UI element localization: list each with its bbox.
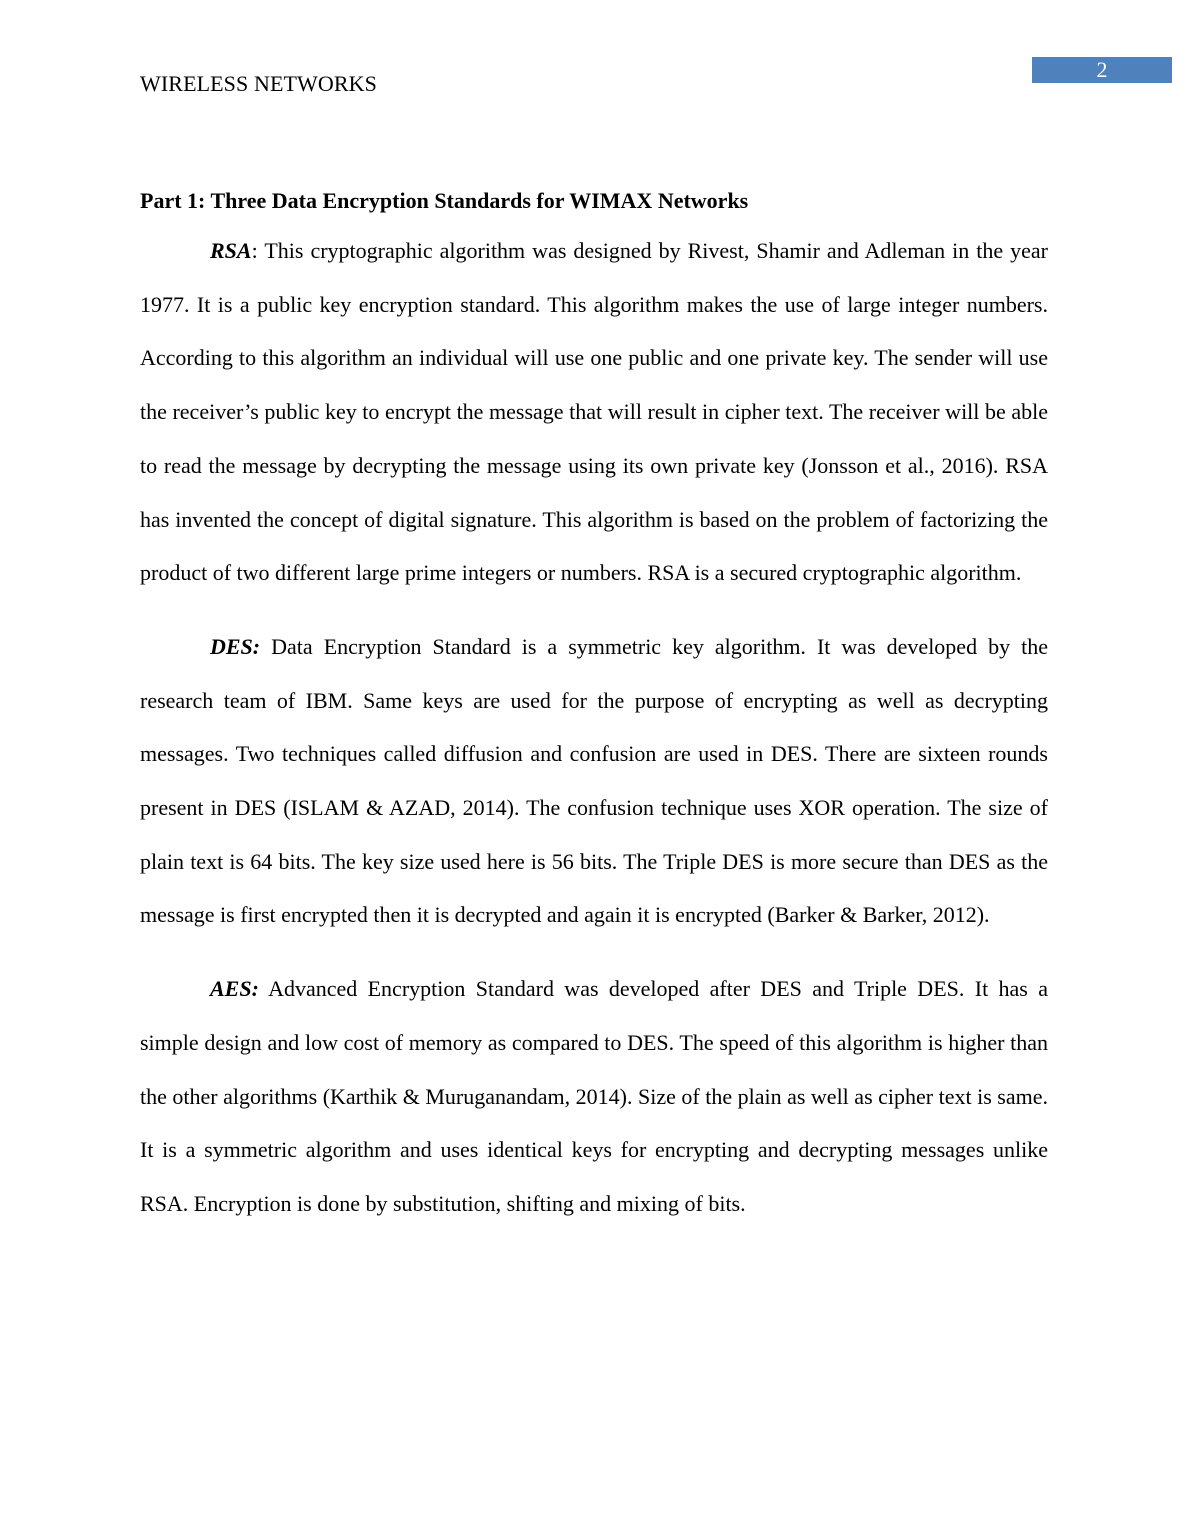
paragraph-text: Advanced Encryption Standard was developed after DES and Triple DES. It has a simple design and low cost of memory as compared to DES. The speed of this algorithm is higher than the other algorithms (Karthik & Muruganandam, 2014). Size of the plain as well as cipher text is same. It is a symmetric algorithm and uses identical keys for encrypting and decrypting messages unlike RSA. Encryption is done by substitution, shifting and mixing of bits. (140, 976, 1048, 1216)
paragraph-text: Data Encryption Standard is a symmetric key algorithm. It was developed by the research team of IBM. Same keys are used for the purpose of encrypting as well as decrypting messages. Two techniques called diffusion and confusion are used in DES. There are sixteen rounds present in DES (ISLAM & AZAD, 2014). The confusion technique uses XOR operation. The size of plain text is 64 bits. The key size used here is 56 bits. The Triple DES is more secure than DES as the message is first encrypted then it is decrypted and again it is encrypted (Barker & Barker, 2012). (140, 633, 1048, 928)
term-aes: AES: (210, 976, 259, 1002)
section-heading: Part 1: Three Data Encryption Standards for WIMAX Networks (140, 188, 749, 213)
running-head: WIRELESS NETWORKS (140, 71, 377, 96)
term-des: DES: (210, 633, 261, 659)
document-body (140, 186, 1048, 1251)
term-separator: : (251, 238, 258, 263)
paragraph-rsa (140, 224, 1048, 600)
term-rsa: RSA (210, 238, 252, 263)
paragraph-aes (140, 962, 1048, 1231)
paragraph-des (140, 620, 1048, 942)
paragraph-text: This cryptographic algorithm was designed by Rivest, Shamir and Adleman in the year 1977. It is a public key encryption standard. This algorithm makes the use of large integer numbers. According to this algorithm an individual will use one public and one private key. The sender will use the receiver’s public key to encrypt the message that will result in cipher text. The receiver will be able to read the message by decrypting the message using its own private key (Jonsson et al., 2016). RSA has invented the concept of digital signature. This algorithm is based on the problem of factorizing the product of two different large prime integers or numbers. RSA is a secured cryptographic algorithm. (140, 238, 1048, 586)
page-number: 2 (1032, 57, 1172, 83)
